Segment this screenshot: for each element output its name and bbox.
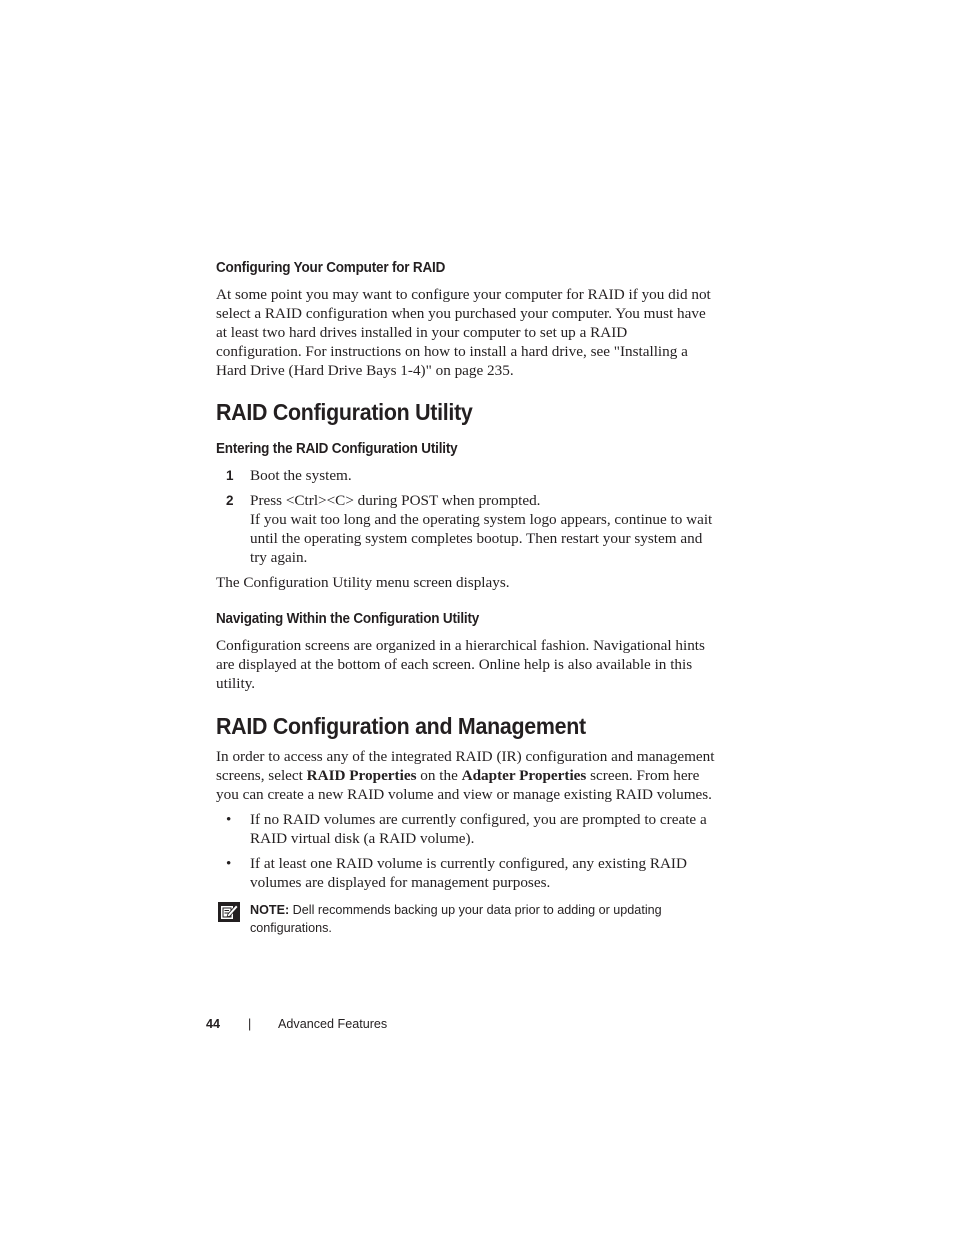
paragraph-menu-displays: The Configuration Utility menu screen displays. — [216, 574, 510, 591]
step-detail: If you wait too long and the operating system logo appears, continue to wait until the operating system completes bootup. Then restart your system and try again. — [250, 511, 713, 566]
footer-separator: | — [248, 1017, 252, 1031]
note-callout — [216, 901, 716, 937]
step-text: Boot the system. — [250, 467, 352, 484]
page-number: 44 — [206, 1017, 221, 1031]
bullet-icon: • — [226, 811, 232, 828]
heading-navigating-utility: Navigating Within the Configuration Utility — [216, 611, 480, 627]
step-text: Press <Ctrl><C> during POST when prompted. — [250, 492, 541, 509]
paragraph-management-intro — [216, 747, 716, 804]
heading-raid-configuration-utility: RAID Configuration Utility — [216, 399, 473, 425]
list-item — [216, 854, 716, 892]
paragraph-navigating: Configuration screens are organized in a hierarchical fashion. Navigational hints are displayed at the bottom of each screen. Online help is also available in this utility. — [216, 637, 705, 692]
heading-raid-management: RAID Configuration and Management — [216, 713, 586, 739]
bullet-text: If no RAID volumes are currently configured, you are prompted to create a RAID virtual disk (a RAID volume). — [250, 811, 707, 847]
step-number: 2 — [226, 493, 234, 508]
bullet-text: If at least one RAID volume is currently configured, any existing RAID volumes are displayed for management purposes. — [250, 855, 687, 891]
note-label: NOTE: — [250, 903, 290, 917]
intro-text-part1: In order to access any of the integrated RAID (IR) configuration and management screens, select — [216, 748, 715, 784]
intro-text-part3: screen. From here you can create a new RAID volume and view or manage existing RAID volumes. — [216, 767, 712, 803]
step-item — [216, 491, 716, 567]
note-text: Dell recommends backing up your data prior to adding or updating configurations. — [250, 903, 662, 935]
ui-adapter-properties: Adapter Properties — [461, 767, 587, 784]
heading-entering-utility: Entering the RAID Configuration Utility — [216, 441, 458, 457]
bullet-list — [216, 810, 716, 892]
intro-text-part2: on the — [416, 767, 462, 784]
ui-raid-properties: RAID Properties — [306, 767, 417, 784]
step-item — [216, 466, 716, 485]
list-item — [216, 810, 716, 848]
bullet-icon: • — [226, 855, 232, 872]
steps-list — [216, 466, 716, 567]
page-content — [216, 258, 716, 937]
pencil-note-icon — [218, 902, 240, 922]
step-number: 1 — [226, 468, 234, 483]
heading-configuring-raid: Configuring Your Computer for RAID — [216, 260, 446, 276]
footer-section-title: Advanced Features — [278, 1017, 388, 1031]
paragraph-configuring-raid: At some point you may want to configure your computer for RAID if you did not select a RAID configuration when you purchased your computer. You must have at least two hard drives installed in your computer to set up a RAID configuration. For instructions on how to install a hard drive, see "Installing a Hard Drive (Hard Drive Bays 1-4)" on page 235. — [216, 286, 711, 379]
